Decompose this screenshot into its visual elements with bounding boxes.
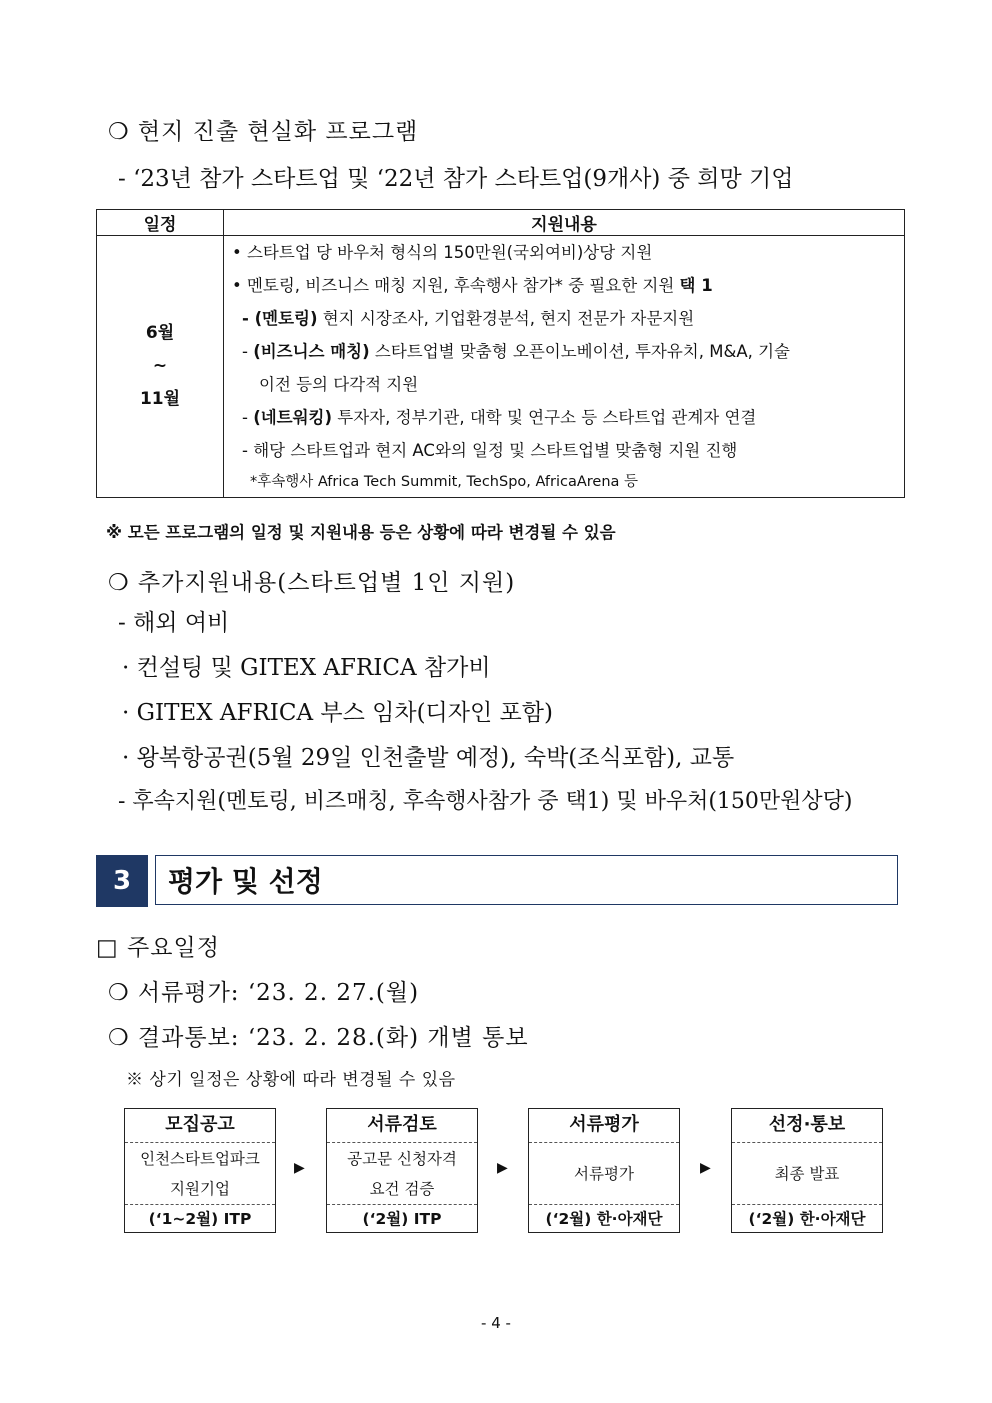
flow-step-body-line: 인천스타트업파크 — [140, 1149, 260, 1168]
content-bold: (비즈니스 매칭) — [253, 342, 370, 361]
content-text: 현지 시장조사, 기업환경분석, 현지 전문가 자문지원 — [317, 309, 695, 328]
section-title — [155, 855, 898, 905]
content-dash: - — [242, 342, 254, 361]
content-cell — [224, 236, 905, 498]
content-bold: (네트워킹) — [253, 408, 333, 427]
flow-step-title: 서류평가 — [529, 1109, 679, 1143]
content-text: • 멘토링, 비즈니스 매칭 지원, 후속행사 참가* 중 필요한 지원 — [232, 276, 680, 295]
flow-step-body-line: 최종 발표 — [774, 1164, 840, 1183]
content-bold: - (멘토링) — [242, 309, 318, 328]
additional-item: - 후속지원(멘토링, 비즈매칭, 후속행사참가 중 택1) 및 바우처(150만원상당) — [118, 789, 853, 814]
flow-step-body — [529, 1143, 679, 1205]
section-number: 3 — [96, 855, 148, 907]
flow-step-evaluation — [528, 1108, 680, 1233]
content-text: 투자자, 정부기관, 대학 및 연구소 등 스타트업 관계자 연결 — [332, 408, 757, 427]
additional-subitem: · 왕복항공권(5월 29일 인천출발 예정), 숙박(조식포함), 교통 — [122, 745, 735, 771]
page-number: - 4 - — [481, 1314, 511, 1332]
content-footnote: *후속행사 Africa Tech Summit, TechSpo, AfricaArena 등 — [250, 474, 639, 490]
content-line: • 스타트업 당 바우처 형식의 150만원(국외여비)상당 지원 — [232, 243, 653, 262]
flow-step-title: 선정·통보 — [732, 1109, 882, 1143]
flow-step-title: 모집공고 — [125, 1109, 275, 1143]
flow-step-body — [732, 1143, 882, 1205]
additional-heading: ❍ 추가지원내용(스타트업별 1인 지원) — [108, 570, 516, 596]
flow-step-announce — [124, 1108, 276, 1233]
section-title-text: 평가 및 선정 — [168, 865, 323, 898]
content-bold: 택 1 — [679, 276, 713, 295]
additional-subitem: · 컨설팅 및 GITEX AFRICA 참가비 — [122, 655, 491, 681]
flow-step-selection — [731, 1108, 883, 1233]
flow-step-body-line: 지원기업 — [170, 1179, 230, 1198]
flow-step-body — [125, 1143, 275, 1205]
arrow-right-icon: ▶ — [294, 1160, 305, 1176]
program-subheading: - ‘23년 참가 스타트업 및 ‘22년 참가 스타트업(9개사) 중 희망 기업 — [118, 166, 794, 192]
schedule-sep: ~ — [152, 356, 168, 376]
arrow-right-icon: ▶ — [700, 1160, 711, 1176]
additional-subitem: · GITEX AFRICA 부스 임차(디자인 포함) — [122, 700, 553, 726]
schedule-heading: □ 주요일정 — [96, 935, 220, 961]
arrow-right-icon: ▶ — [497, 1160, 508, 1176]
flow-step-owner: (‘2월) 한·아재단 — [748, 1210, 866, 1228]
table-header-content: 지원내용 — [224, 210, 905, 236]
content-line: 이전 등의 다각적 지원 — [259, 375, 419, 394]
flow-step-body-line: 공고문 신청자격 — [347, 1149, 457, 1168]
schedule-cell — [97, 236, 224, 498]
schedule-item: ❍ 서류평가: ‘23. 2. 27.(월) — [108, 980, 420, 1006]
flow-step-body-line: 서류평가 — [574, 1164, 634, 1183]
flow-step-body-line: 요건 검증 — [369, 1179, 435, 1198]
content-line — [232, 302, 904, 335]
content-dash: - — [242, 408, 254, 427]
additional-item: - 해외 여비 — [118, 610, 230, 636]
flow-step-owner: (‘2월) ITP — [362, 1210, 442, 1228]
program-note: ※ 모든 프로그램의 일정 및 지원내용 등은 상황에 따라 변경될 수 있음 — [106, 523, 616, 542]
content-text: 스타트업별 맞춤형 오픈이노베이션, 투자유치, M&A, 기술 — [369, 342, 790, 361]
table-header-schedule: 일정 — [97, 210, 224, 236]
schedule-note: ※ 상기 일정은 상황에 따라 변경될 수 있음 — [126, 1070, 456, 1090]
content-line — [232, 335, 904, 368]
program-heading: ❍ 현지 진출 현실화 프로그램 — [108, 119, 419, 145]
flow-step-owner: (‘2월) 한·아재단 — [545, 1210, 663, 1228]
content-line: - 해당 스타트업과 현지 AC와의 일정 및 스타트업별 맞춤형 지원 진행 — [242, 441, 738, 460]
content-line — [232, 401, 904, 434]
schedule-from: 6월 — [145, 323, 175, 343]
flow-step-title: 서류검토 — [327, 1109, 477, 1143]
flow-step-body — [327, 1143, 477, 1205]
schedule-item: ❍ 결과통보: ‘23. 2. 28.(화) 개별 통보 — [108, 1025, 529, 1051]
flow-step-review — [326, 1108, 478, 1233]
content-line — [232, 269, 904, 302]
program-table — [96, 209, 905, 498]
schedule-to: 11월 — [139, 389, 181, 409]
flow-step-owner: (‘1~2월) ITP — [148, 1210, 252, 1228]
